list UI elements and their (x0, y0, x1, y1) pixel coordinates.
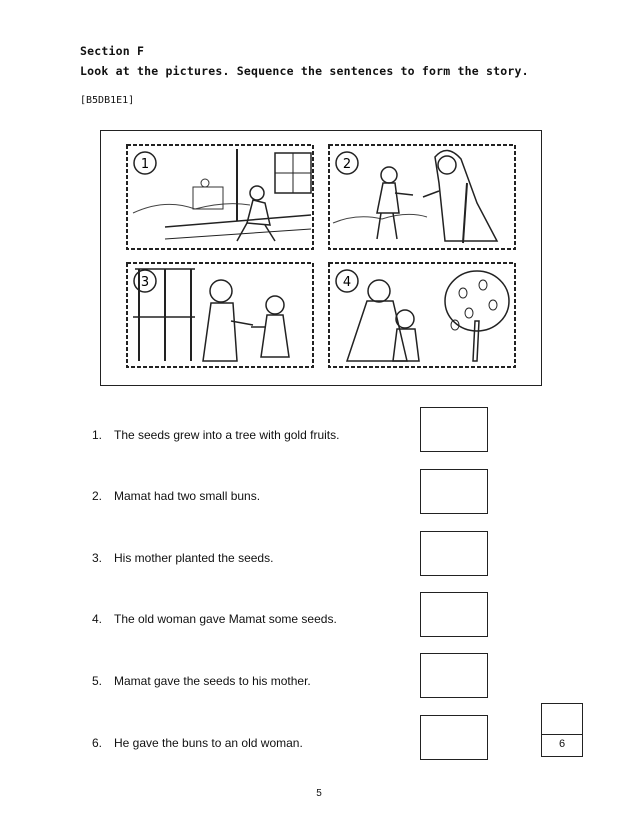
sentence-4 (92, 612, 337, 626)
instruction-text: Look at the pictures. Sequence the sentences to form the story. (80, 64, 529, 78)
sentence-5 (92, 674, 311, 688)
page-number: 5 (316, 788, 322, 799)
sentence-number: 1. (92, 428, 103, 442)
score-box[interactable] (541, 703, 583, 757)
sentence-text: Mamat gave the seeds to his mother. (114, 674, 311, 688)
picture-panel-1 (125, 143, 315, 251)
picture-panel-2 (327, 143, 517, 251)
answer-box-5[interactable] (420, 653, 488, 698)
answer-box-3[interactable] (420, 531, 488, 576)
sentence-3 (92, 551, 273, 565)
sentence-6 (92, 736, 303, 750)
sentence-number: 4. (92, 612, 103, 626)
sentence-text: Mamat had two small buns. (114, 489, 261, 503)
sentence-1 (92, 428, 339, 442)
answer-box-6[interactable] (420, 715, 488, 760)
answer-box-2[interactable] (420, 469, 488, 514)
sentence-number: 6. (92, 736, 103, 750)
sentence-number: 5. (92, 674, 103, 688)
sentence-text: He gave the buns to an old woman. (114, 736, 303, 750)
question-code: [B5DB1E1] (80, 95, 135, 106)
panel-number-1: 1 (140, 157, 150, 172)
sentence-text: The seeds grew into a tree with gold fruits. (114, 428, 340, 442)
answer-box-1[interactable] (420, 407, 488, 452)
score-divider (542, 734, 582, 735)
sentence-2 (92, 489, 260, 503)
section-title: Section F (80, 44, 145, 58)
picture-frame (100, 130, 542, 386)
sentence-text: His mother planted the seeds. (114, 551, 274, 565)
picture-panel-3 (125, 261, 315, 369)
sentence-number: 3. (92, 551, 103, 565)
sentence-text: The old woman gave Mamat some seeds. (114, 612, 337, 626)
panel-number-3: 3 (140, 275, 150, 290)
score-total: 6 (558, 738, 566, 750)
panel-number-2: 2 (342, 157, 352, 172)
panel-number-4: 4 (342, 275, 352, 290)
answer-box-4[interactable] (420, 592, 488, 637)
sentence-number: 2. (92, 489, 103, 503)
picture-panel-4 (327, 261, 517, 369)
